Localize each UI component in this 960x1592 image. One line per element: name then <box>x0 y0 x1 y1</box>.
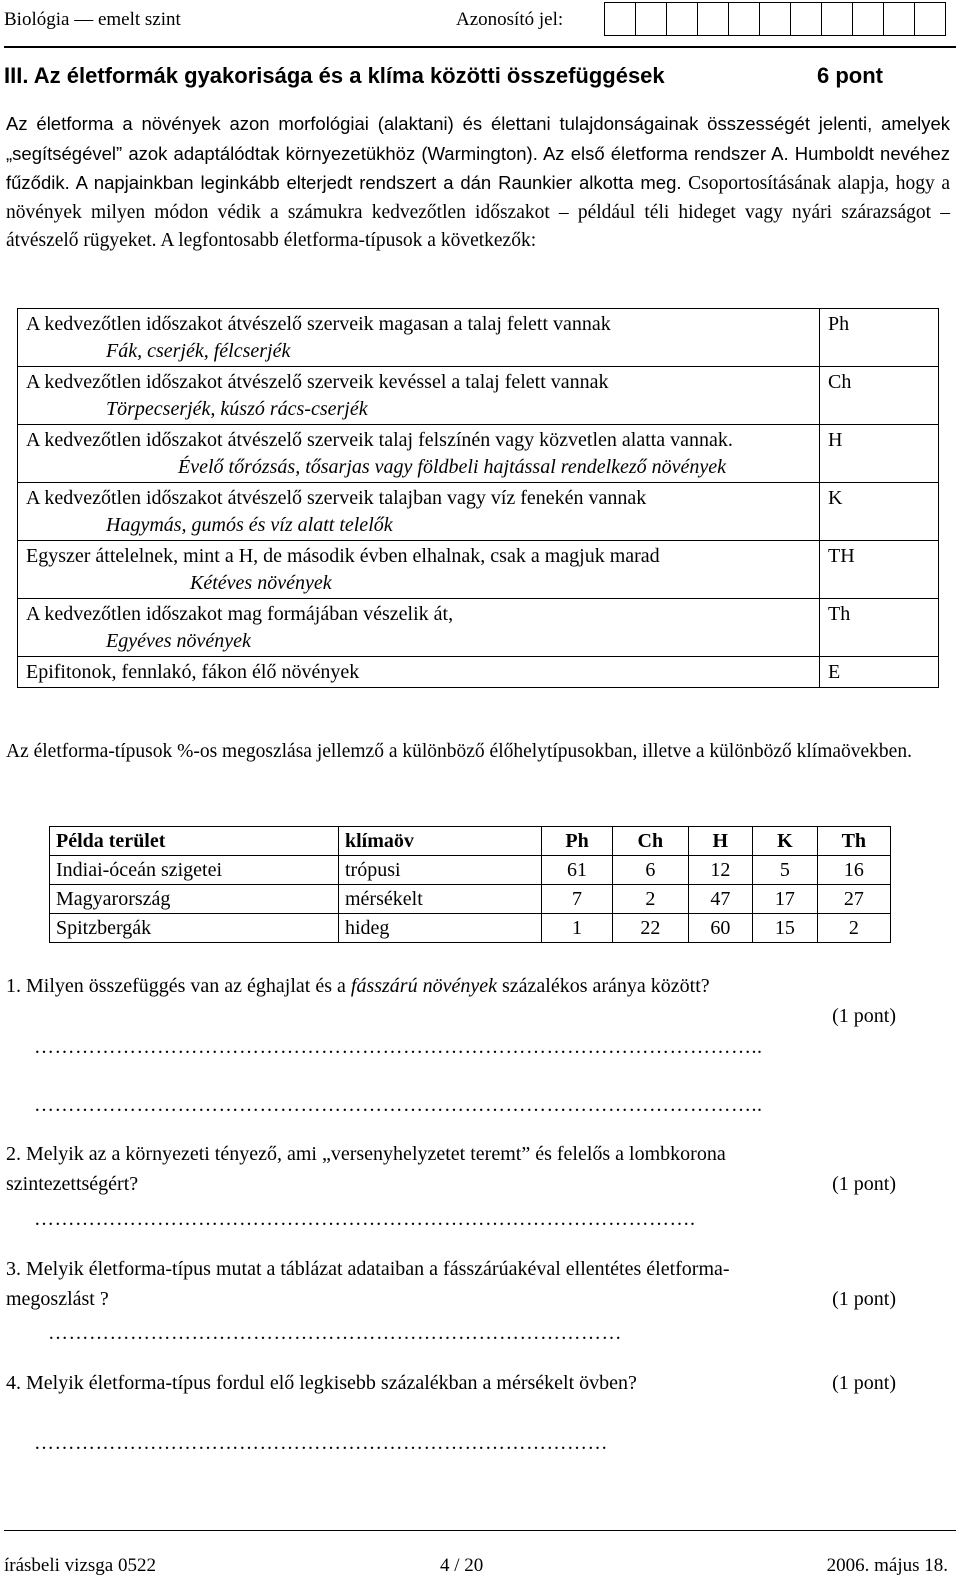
section-title: III. Az életformák gyakorisága és a klíma közötti összefüggések <box>4 63 665 88</box>
id-box[interactable] <box>915 2 946 36</box>
question-1-points: (1 pont) <box>832 1004 896 1027</box>
lifeform-code: Th <box>820 599 939 657</box>
answer-line-1b[interactable]: …………………………………………………………………………………………….. <box>34 1094 763 1116</box>
intro-text <box>6 110 950 256</box>
distribution-cell: 2 <box>817 914 890 943</box>
distribution-cell: trópusi <box>339 856 542 885</box>
id-box[interactable] <box>667 2 698 36</box>
lifeform-description-cell <box>18 599 820 657</box>
header-rule <box>4 46 956 48</box>
distribution-cell: 5 <box>753 856 818 885</box>
distribution-cell: 1 <box>542 914 613 943</box>
distribution-header: Th <box>817 827 890 856</box>
id-box[interactable] <box>791 2 822 36</box>
lifeform-description: A kedvezőtlen időszakot átvészelő szerveik talaj felszínén vagy közvetlen alatta vannak. <box>26 429 733 451</box>
distribution-header: Ch <box>613 827 688 856</box>
lifeform-code: TH <box>820 541 939 599</box>
lifeform-table <box>17 308 939 688</box>
lifeform-code: Ph <box>820 309 939 367</box>
intro-part2: Csoportosításának alapja, hogy a növények milyen módon védik a számukra kedvezőtlen időszakot – például téli hideget vagy nyári szárazságot – átvészelő rügyeket. A legfontosabb életforma-típusok a következők: <box>6 173 950 252</box>
distribution-cell: 61 <box>542 856 613 885</box>
distribution-cell: 12 <box>688 856 753 885</box>
footer-rule <box>4 1530 956 1531</box>
lifeform-description-cell <box>18 541 820 599</box>
distribution-cell: 2 <box>613 885 688 914</box>
lifeform-code: K <box>820 483 939 541</box>
question-4-points: (1 pont) <box>832 1372 896 1394</box>
lifeform-description: A kedvezőtlen időszakot átvészelő szerveik kevéssel a talaj felett vannak <box>26 371 609 393</box>
lifeform-code: E <box>820 657 939 688</box>
question-2-points: (1 pont) <box>832 1172 896 1195</box>
distribution-cell: 17 <box>753 885 818 914</box>
lifeform-description-cell <box>18 425 820 483</box>
distribution-cell: 47 <box>688 885 753 914</box>
lifeform-description-cell <box>18 367 820 425</box>
answer-line-4[interactable]: ………………………………………………………………………… <box>34 1432 608 1454</box>
id-box[interactable] <box>853 2 884 36</box>
lifeform-example: Kétéves növények <box>190 572 332 594</box>
id-box[interactable] <box>822 2 853 36</box>
lifeform-row <box>18 425 939 483</box>
question-2: 2. Melyik az a környezeti tényező, ami „versenyhelyzetet teremt” és felelős a lombkorona szintezettségért? (1 pont) <box>6 1140 896 1199</box>
lifeform-example: Fák, cserjék, félcserjék <box>106 340 291 362</box>
question-3: 3. Melyik életforma-típus mutat a táblázat adataiban a fásszárúakéval ellentétes életforma- megoszlást ? (1 pont) <box>6 1255 896 1314</box>
question-3-points: (1 pont) <box>832 1287 896 1310</box>
distribution-header: klímaöv <box>339 827 542 856</box>
answer-line-2[interactable]: ……………………………………………………………………………………. <box>34 1208 696 1230</box>
lifeform-description-cell <box>18 483 820 541</box>
id-box[interactable] <box>604 2 636 36</box>
distribution-cell: Magyarország <box>50 885 339 914</box>
distribution-header: H <box>688 827 753 856</box>
question-1-emphasis: fásszárú növények <box>350 975 497 997</box>
distribution-text: Az életforma-típusok %-os megoszlása jellemző a különböző élőhelytípusokban, illetve a különböző klímaövekben. <box>6 741 912 762</box>
lifeform-row <box>18 541 939 599</box>
lifeform-code: H <box>820 425 939 483</box>
distribution-cell: Spitzbergák <box>50 914 339 943</box>
lifeform-description-cell <box>18 309 820 367</box>
lifeform-example: Egyéves növények <box>106 630 251 652</box>
distribution-cell: 22 <box>613 914 688 943</box>
lifeform-description: A kedvezőtlen időszakot átvészelő szerveik magasan a talaj felett vannak <box>26 313 611 335</box>
id-box[interactable] <box>698 2 729 36</box>
lifeform-row <box>18 309 939 367</box>
lifeform-example: Törpecserjék, kúszó rács-cserjék <box>106 398 368 420</box>
distribution-table <box>49 826 891 943</box>
distribution-row <box>50 885 891 914</box>
footer-exam: írásbeli vizsga 0522 <box>4 1555 156 1576</box>
id-box[interactable] <box>760 2 791 36</box>
answer-line-1a[interactable]: …………………………………………………………………………………………….. <box>34 1036 763 1058</box>
lifeform-row <box>18 657 939 688</box>
distribution-cell: 15 <box>753 914 818 943</box>
distribution-header: Példa terület <box>50 827 339 856</box>
distribution-cell: hideg <box>339 914 542 943</box>
lifeform-row <box>18 367 939 425</box>
id-box[interactable] <box>636 2 667 36</box>
distribution-row <box>50 914 891 943</box>
lifeform-description: Epifitonok, fennlakó, fákon élő növények <box>26 661 360 683</box>
answer-line-3[interactable]: ………………………………………………………………………… <box>48 1322 622 1344</box>
id-box[interactable] <box>884 2 915 36</box>
id-boxes <box>604 2 946 36</box>
question-4: 4. Melyik életforma-típus fordul elő legkisebb százalékban a mérsékelt övben? (1 pont) <box>6 1369 896 1399</box>
distribution-header: K <box>753 827 818 856</box>
distribution-cell: mérsékelt <box>339 885 542 914</box>
header-subject: Biológia — emelt szint <box>4 9 181 30</box>
lifeform-row <box>18 483 939 541</box>
distribution-cell: 16 <box>817 856 890 885</box>
distribution-row <box>50 856 891 885</box>
lifeform-description: A kedvezőtlen időszakot mag formájában vészelik át, <box>26 603 454 625</box>
distribution-cell: 60 <box>688 914 753 943</box>
distribution-cell: Indiai-óceán szigetei <box>50 856 339 885</box>
footer-page: 4 / 20 <box>440 1555 484 1576</box>
footer-date: 2006. május 18. <box>826 1555 948 1576</box>
lifeform-description: Egyszer áttelelnek, mint a H, de második évben elhalnak, csak a magjuk marad <box>26 545 660 567</box>
lifeform-example: Hagymás, gumós és víz alatt telelők <box>106 514 393 536</box>
lifeform-description-cell <box>18 657 820 688</box>
distribution-cell: 7 <box>542 885 613 914</box>
section-points: 6 pont <box>817 63 883 88</box>
lifeform-description: A kedvezőtlen időszakot átvészelő szerveik talajban vagy víz fenekén vannak <box>26 487 647 509</box>
header-id-label: Azonosító jel: <box>456 9 564 30</box>
intro-part1: Az életforma a növények azon morfológiai (alaktani) és élettani tulajdonságainak összességét jelenti, amelyek „segítségével” azok adaptálódtak környezetükhöz (Warmington). Az első életforma rendszer A. Humboldt nevéhez fűződik. A napjainkban leginkább elterjedt rendszert a dán Raunkier alkotta meg. <box>6 113 950 194</box>
distribution-cell: 6 <box>613 856 688 885</box>
distribution-cell: 27 <box>817 885 890 914</box>
question-1: 1. Milyen összefüggés van az éghajlat és a fásszárú növények százalékos aránya között? (1 pont) <box>6 972 896 1031</box>
id-box[interactable] <box>729 2 760 36</box>
lifeform-example: Évelő tőrózsás, tősarjas vagy földbeli hajtással rendelkező növények <box>178 456 727 478</box>
distribution-header: Ph <box>542 827 613 856</box>
lifeform-code: Ch <box>820 367 939 425</box>
lifeform-row <box>18 599 939 657</box>
